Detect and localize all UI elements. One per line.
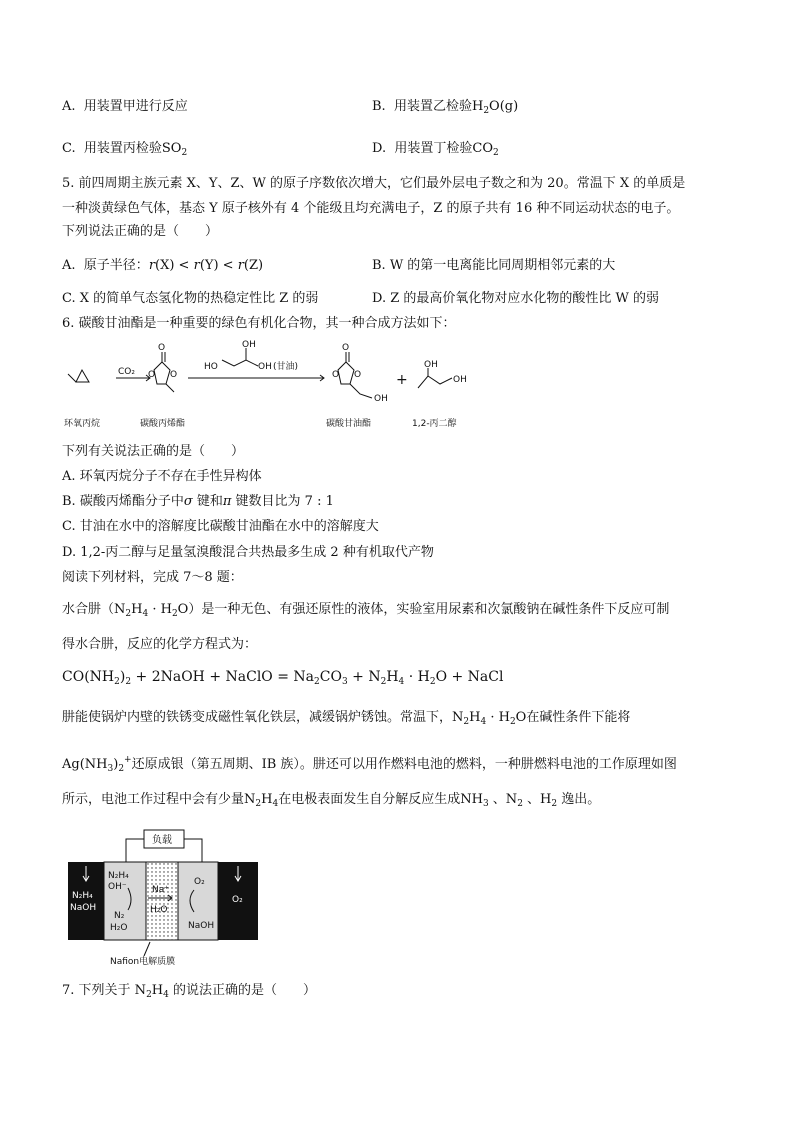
scheme-oh4: OH <box>453 375 467 385</box>
scheme-oh-top: OH <box>242 340 256 350</box>
q6-stem: 6. 碳酸甘油酯是一种重要的绿色有机化合物，其一种合成方法如下： <box>62 316 456 331</box>
passage-line2: 得水合肼，反应的化学方程式为： <box>62 637 258 652</box>
q5-stem-line1: 5. 前四周期主族元素 X、Y、Z、W 的原子序数依次增大，它们最外层电子数之和为 20。常温下 X 的单质是 <box>62 176 686 191</box>
scheme-o4: O <box>342 343 350 353</box>
chemical-equation: $CO(NH_2)_2$ + 2NaOH + NaClO = $Na_2CO_3 + N_2H_4 \cdot H_2O$ + NaCl <box>62 669 504 687</box>
q6-ask: 下列有关说法正确的是（ ） <box>62 444 245 459</box>
q4-option-b: B. 用装置乙检验$H_2O(g)$ <box>372 99 519 116</box>
q5-option-d: D. Z 的最高价氧化物对应水化物的酸性比 W 的弱 <box>372 291 660 306</box>
scheme-label-pc: 碳酸丙烯酯 <box>140 419 186 429</box>
anode-n2h4: N₂H₄ <box>108 871 129 881</box>
reaction-scheme <box>62 338 482 436</box>
passage-line1: 水合肼$(N_2H_4 \cdot H_2O)$是一种无色、有强还原性的液体，实验室用尿素和次氯酸钠在碱性条件下反应可制 <box>62 602 670 619</box>
scheme-plus: + <box>396 372 408 388</box>
fuel-cell-diagram <box>66 826 262 968</box>
q5-option-a: A. 原子半径：r(X) < r(Y) < r(Z) <box>62 258 264 273</box>
left-n2h4: N₂H₄ <box>72 891 93 901</box>
right-o2: O₂ <box>232 895 243 905</box>
passage-intro: 阅读下列材料，完成 7～8 题： <box>62 570 243 585</box>
load-label: 负载 <box>152 835 172 846</box>
q6-option-b: B. 碳酸丙烯酯分子中σ 键和π 键数目比为 7 : 1 <box>62 494 334 509</box>
q5-stem-line3: 下列说法正确的是（ ） <box>62 224 219 239</box>
anode-n2: N₂ <box>114 911 125 921</box>
scheme-o3: O <box>170 370 178 380</box>
scheme-o2: O <box>148 370 156 380</box>
scheme-label-diol: 1,2-丙二醇 <box>412 419 457 429</box>
cathode-naoh: NaOH <box>188 921 215 931</box>
anode-oh: OH⁻ <box>108 882 127 892</box>
passage-line3: 肼能使锅炉内壁的铁锈变成磁性氧化铁层，减缓锅炉锈蚀。常温下，$N_2H_4 \cdot H_2O$在碱性条件下能将 <box>62 710 631 727</box>
scheme-label-gc: 碳酸甘油酯 <box>326 419 372 429</box>
membrane-caption: Nafion电解质膜 <box>110 957 176 967</box>
q6-option-c: C. 甘油在水中的溶解度比碳酸甘油酯在水中的溶解度大 <box>62 519 379 534</box>
q6-option-d: D. 1,2-丙二醇与足量氢溴酸混合共热最多生成 2 种有机取代产物 <box>62 545 434 560</box>
passage-line4: $Ag(NH_3)_2^+$还原成银（第五周期、IB 族）。肼还可以用作燃料电池的燃料，一种肼燃料电池的工作原理如图 <box>62 755 677 774</box>
cathode-o2: O₂ <box>194 877 205 887</box>
q4-option-a: A. 用装置甲进行反应 <box>62 99 188 114</box>
scheme-o5: O <box>332 370 340 380</box>
q7-stem: 7. 下列关于 $N_2H_4$ 的说法正确的是（ ） <box>62 983 317 1000</box>
q6-option-a: A. 环氧丙烷分子不存在手性异构体 <box>62 469 262 484</box>
scheme-co2: CO₂ <box>118 367 135 377</box>
scheme-ho: HO <box>204 362 218 372</box>
q4-option-d: D. 用装置丁检验$CO_2$ <box>372 141 499 158</box>
q5-option-b: B. W 的第一电离能比同周期相邻元素的大 <box>372 258 616 273</box>
scheme-glycerol-label: (甘油) <box>273 362 299 372</box>
q5-option-c: C. X 的简单气态氢化物的热稳定性比 Z 的弱 <box>62 291 319 306</box>
q4-option-c: C. 用装置丙检验$SO_2$ <box>62 141 188 158</box>
passage-line5: 所示，电池工作过程中会有少量$N_2H_4$在电极表面发生自分解反应生成$NH_3$ 、$N_2$ 、$H_2$ 逸出。 <box>62 792 601 809</box>
q5-stem-line2: 一种淡黄绿色气体，基态 Y 原子核外有 4 个能级且均充满电子，Z 的原子共有 16 种不同运动状态的电子。 <box>62 201 680 216</box>
left-naoh: NaOH <box>70 903 97 913</box>
scheme-label-epoxide: 环氧丙烷 <box>64 419 101 429</box>
membrane-na: Na⁺ <box>152 885 169 895</box>
scheme-oh3: OH <box>424 360 438 370</box>
scheme-o6: O <box>354 370 362 380</box>
membrane-h2o: H₂O <box>150 905 168 915</box>
scheme-oh2: OH <box>374 394 388 404</box>
anode-h2o: H₂O <box>110 923 128 933</box>
scheme-oh: OH <box>258 362 272 372</box>
scheme-o1: O <box>158 343 166 353</box>
